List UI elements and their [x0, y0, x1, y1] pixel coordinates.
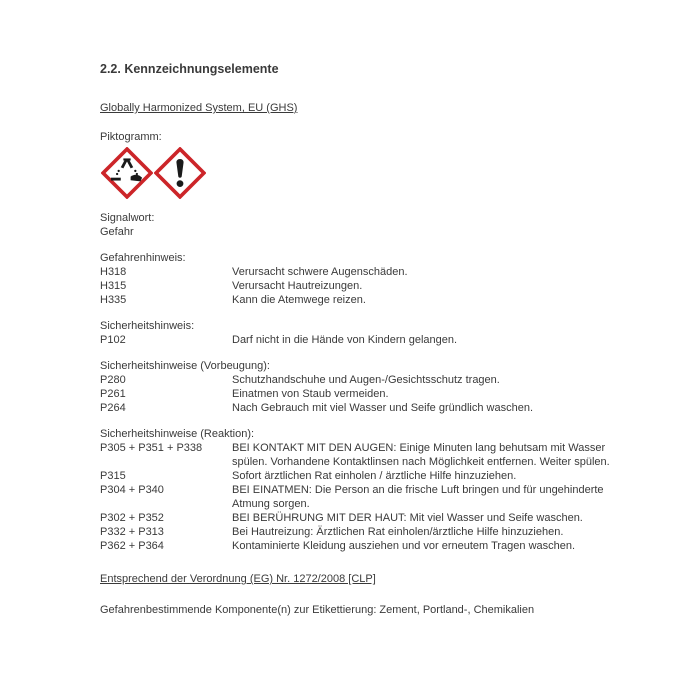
statement-text: BEI BERÜHRUNG MIT DER HAUT: Mit viel Wasser und Seife waschen.: [232, 512, 583, 524]
pictogram-row: [101, 147, 614, 199]
section-heading: Sicherheitshinweis:: [100, 320, 195, 332]
statement-text: Verursacht Hautreizungen.: [232, 280, 363, 292]
statement-code: P280: [100, 374, 126, 386]
labelling-components-line: Gefahrenbestimmende Komponente(n) zur Etikettierung: Zement, Portland-, Chemikalien: [100, 604, 535, 616]
statement-code: P102: [100, 334, 126, 346]
regulation-line-wrap: [100, 572, 614, 586]
statement-text: Sofort ärztlichen Rat einholen / ärztliche Hilfe hinzuziehen.: [232, 470, 517, 482]
document-page: [100, 62, 614, 617]
statement-text: Verursacht schwere Augenschäden.: [232, 266, 408, 278]
statement-text: Einatmen von Staub vermeiden.: [232, 388, 389, 400]
table-row: [100, 441, 614, 469]
table-row: [100, 293, 614, 307]
statement-text: Schutzhandschuhe und Augen-/Gesichtsschutz tragen.: [232, 374, 500, 386]
table-row: [100, 401, 614, 415]
table-row: [100, 265, 614, 279]
table-row: [100, 511, 614, 525]
table-row: [100, 525, 614, 539]
statement-code: H335: [100, 294, 127, 306]
signal-word-block: [100, 211, 614, 239]
statement-text: Bei Hautreizung: Ärztlichen Rat einholen/ärztliche Hilfe hinzuziehen.: [232, 526, 564, 538]
statement-code: H315: [100, 280, 127, 292]
section-heading: Gefahrenhinweis:: [100, 252, 186, 264]
statement-text: BEI KONTAKT MIT DEN AUGEN: Einige Minuten lang behutsam mit Wasser spülen. Vorhandene Kontaktlinsen nach Möglichkeit entfernen. Weiter spülen.: [232, 442, 610, 468]
table-row: [100, 483, 614, 511]
statement-code: P332 + P313: [100, 526, 164, 538]
signal-word-value: Gefahr: [100, 226, 134, 238]
statement-code: P302 + P352: [100, 512, 164, 524]
precaution-statement-section: [100, 319, 614, 347]
signal-word-label: Signalwort:: [100, 212, 155, 224]
regulation-line: Entsprechend der Verordnung (EG) Nr. 1272/2008 [CLP]: [100, 573, 376, 585]
table-row: [100, 387, 614, 401]
table-row: [100, 469, 614, 483]
statement-code: P362 + P364: [100, 540, 164, 552]
prevention-statements-section: [100, 359, 614, 415]
section-title: 2.2. Kennzeichnungselemente: [100, 62, 279, 76]
table-row: [100, 373, 614, 387]
ghs05-corrosion-icon: [101, 147, 153, 199]
statement-code: P261: [100, 388, 126, 400]
statement-code: P315: [100, 470, 126, 482]
hazard-statements-section: [100, 251, 614, 307]
statement-code: P264: [100, 402, 126, 414]
statement-text: BEI EINATMEN: Die Person an die frische Luft bringen und für ungehinderte Atmung sorgen.: [232, 484, 604, 510]
table-row: [100, 333, 614, 347]
ghs-subtitle: Globally Harmonized System, EU (GHS): [100, 102, 298, 114]
ghs07-exclamation-icon: [154, 147, 206, 199]
section-heading: Sicherheitshinweise (Vorbeugung):: [100, 360, 270, 372]
table-row: [100, 539, 614, 553]
statement-text: Kontaminierte Kleidung ausziehen und vor erneutem Tragen waschen.: [232, 540, 576, 552]
statement-text: Nach Gebrauch mit viel Wasser und Seife gründlich waschen.: [232, 402, 534, 414]
ghs-subtitle-wrap: [100, 101, 614, 115]
statement-code: H318: [100, 266, 127, 278]
statement-code: P305 + P351 + P338: [100, 442, 203, 454]
section-heading: Sicherheitshinweise (Reaktion):: [100, 428, 255, 440]
response-statements-section: [100, 427, 614, 553]
pictogram-label: Piktogramm:: [100, 131, 162, 143]
statement-text: Kann die Atemwege reizen.: [232, 294, 366, 306]
statement-code: P304 + P340: [100, 484, 164, 496]
statement-text: Darf nicht in die Hände von Kindern gelangen.: [232, 334, 458, 346]
table-row: [100, 279, 614, 293]
